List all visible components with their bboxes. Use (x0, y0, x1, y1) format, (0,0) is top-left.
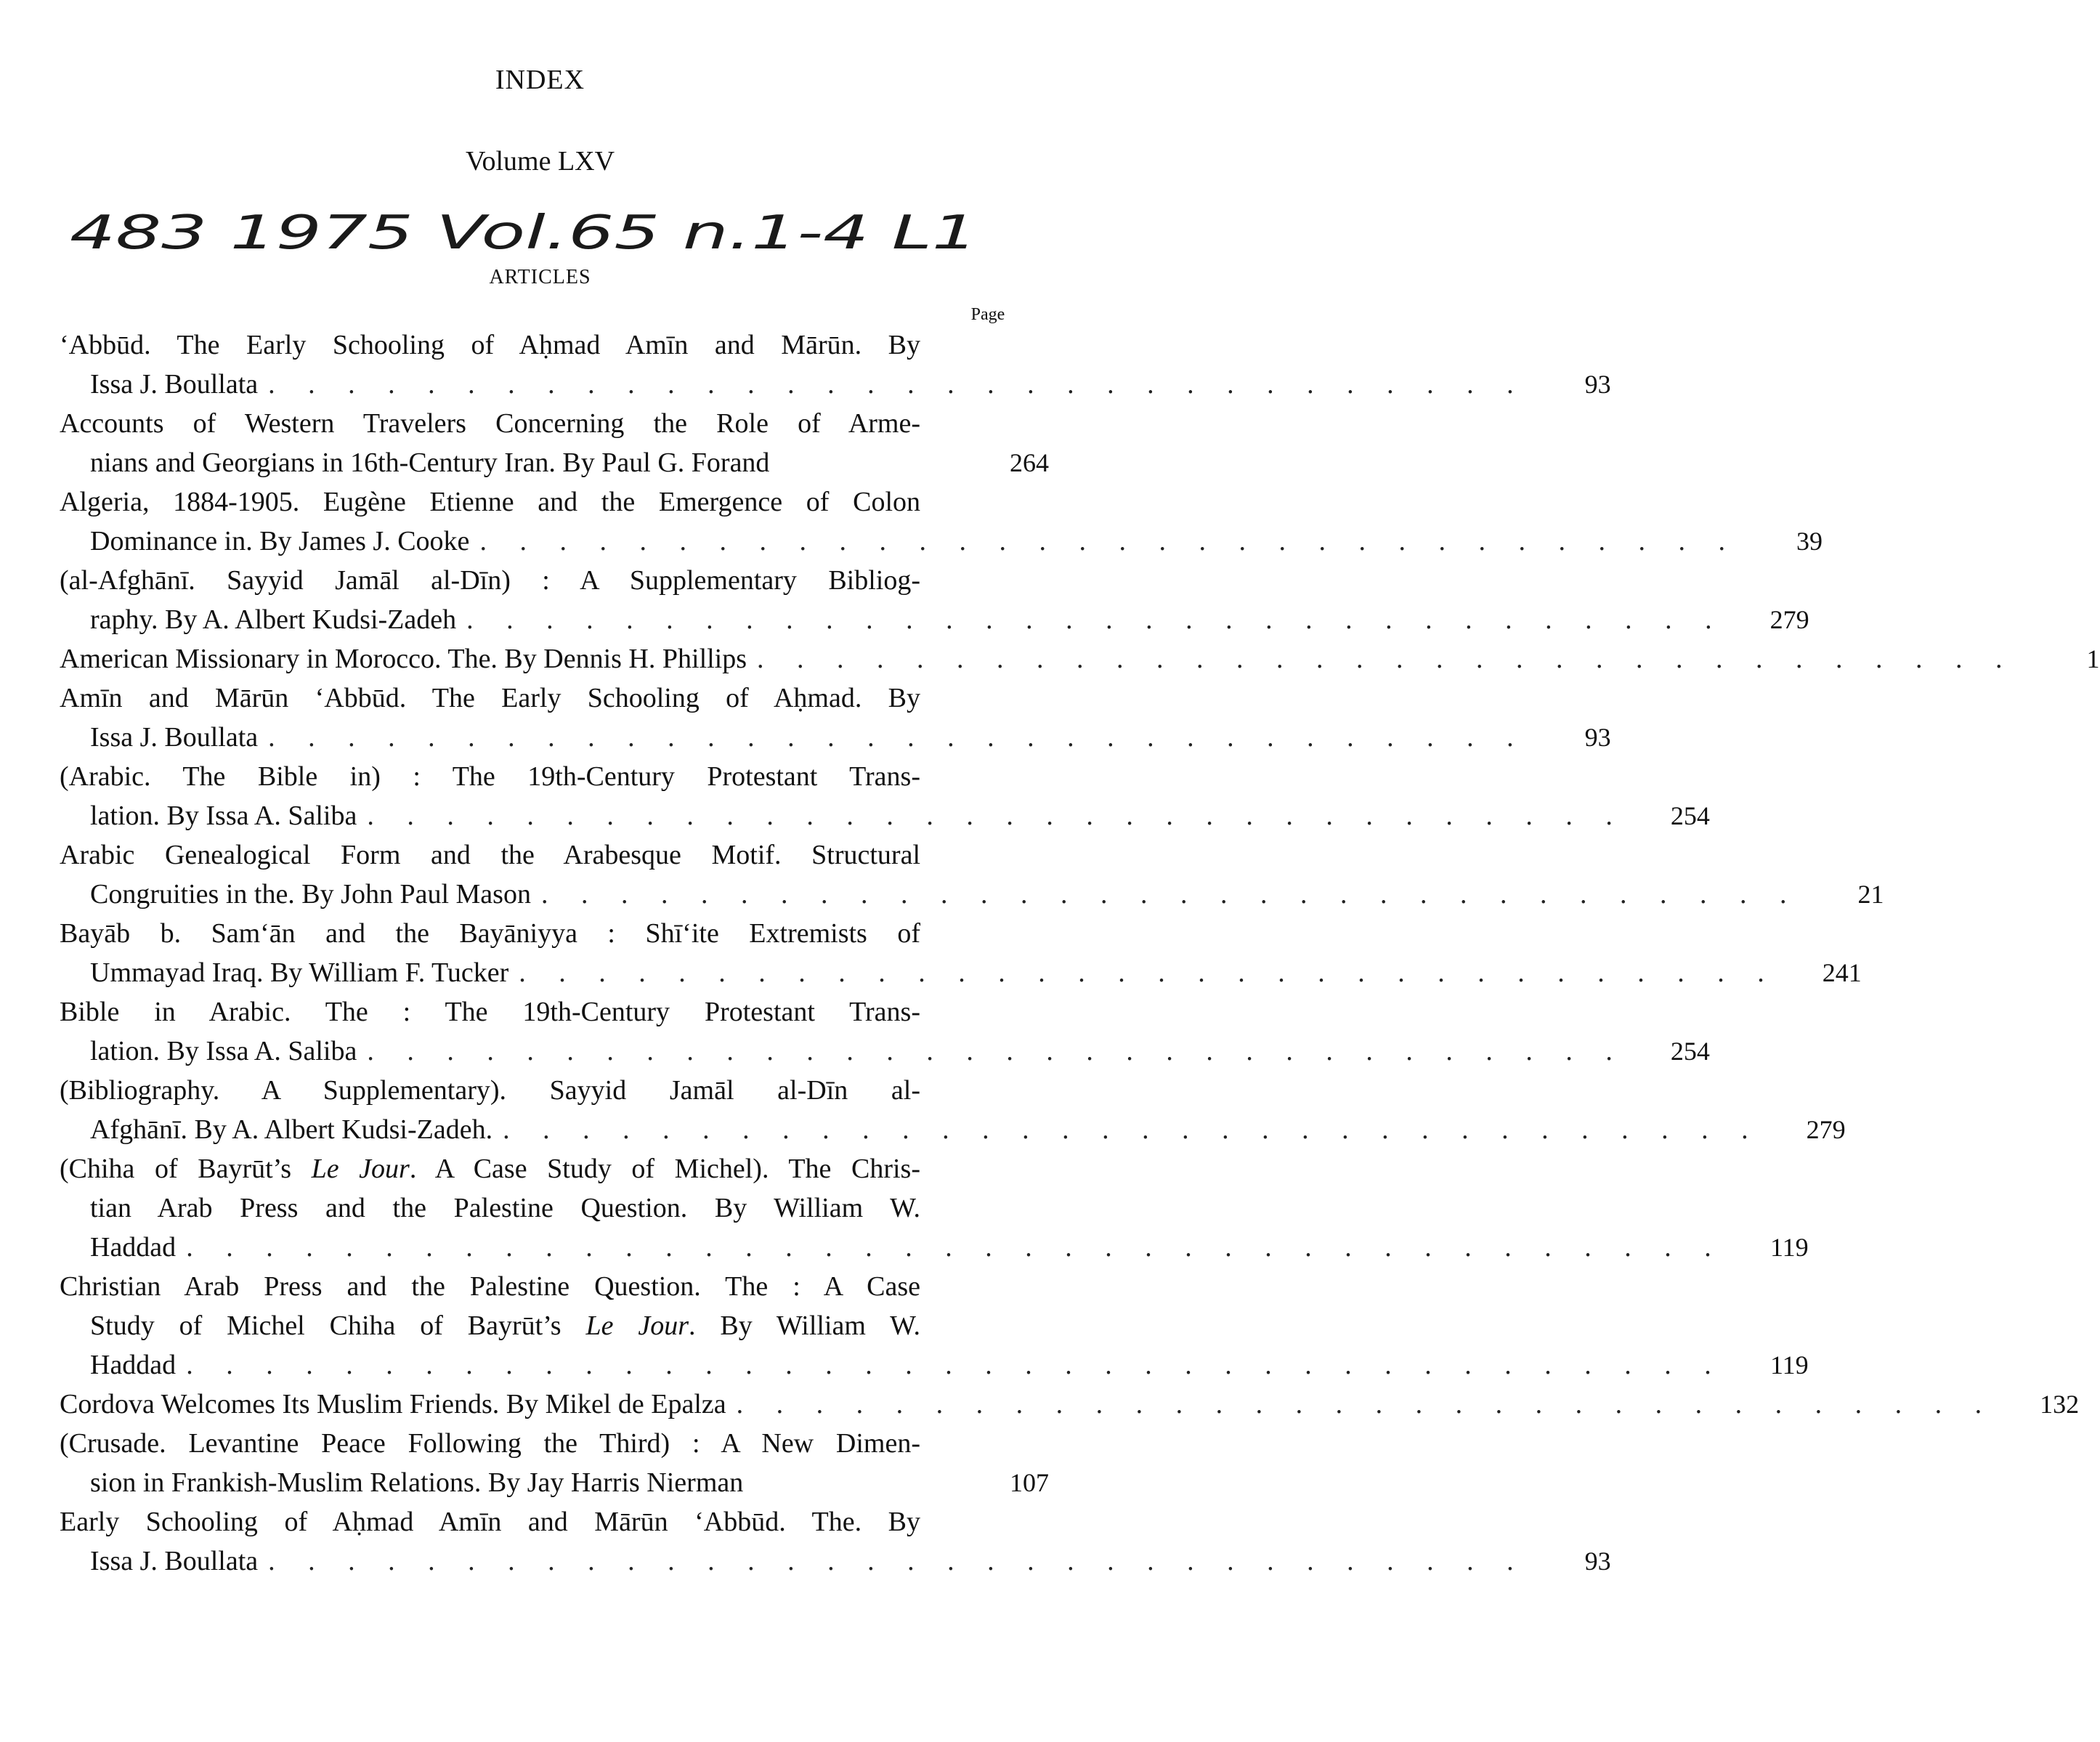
entry-text-segment: . By William W. (689, 1310, 920, 1341)
leader-dots: . . . . . . . . . . . . . . . . . . . . . . . . . . . . . . . . (367, 801, 1626, 831)
entry-line: Early Schooling of Aḥmad Amīn and Mārūn ‘Abbūd. The. By (60, 1507, 920, 1537)
page-number: 119 (1770, 1233, 1809, 1262)
entry-last-line (60, 1345, 1809, 1385)
entry-last-line (60, 639, 2100, 678)
volume-title: Volume LXV (465, 146, 615, 177)
leader-dots: . . . . . . . . . . . . . . . . . . . . . . . . . . . . . . . . (540, 879, 1800, 910)
journal-title: Le Jour (585, 1310, 689, 1341)
entry-last-line (60, 718, 1611, 757)
entry-text: Afghānī. By A. Albert Kudsi-Zadeh. (90, 1114, 493, 1145)
index-entry (60, 325, 1611, 404)
leader-dots: . . . . . . . . . . . . . . . . . . . . . . . . . . . . . . . . . . . . . . . (186, 1232, 1724, 1263)
entry-text: Issa J. Boullata (90, 369, 259, 400)
page-number: 93 (1584, 723, 1611, 752)
entry-text: raphy. By A. Albert Kudsi-Zadeh (90, 604, 457, 635)
entry-last-line (60, 600, 1809, 639)
entry-text: Ummayad Iraq. By William F. Tucker (90, 957, 509, 988)
index-entry (60, 639, 2100, 678)
entry-text: Issa J. Boullata (90, 1546, 259, 1576)
index-entry (60, 1385, 2080, 1424)
leader-dots: . . . . . . . . . . . . . . . . . . . . . . . . . . . . . . . . . . . . . . . (186, 1350, 1724, 1380)
entry-text-segment: (Chiha of Bayrūt’s (60, 1154, 312, 1184)
index-entry (60, 1502, 1611, 1581)
handwritten-text: 483 1975 Vol.65 n.1-4 L1 (70, 206, 978, 260)
entry-last-line (60, 1228, 1809, 1267)
leader-dots: . . . . . . . . . . . . . . . . . . . . . . . . . . . . . . . . (268, 369, 1527, 400)
entry-line: Christian Arab Press and the Palestine Question. The : A Case (60, 1271, 920, 1302)
entry-text: Haddad (90, 1350, 177, 1380)
leader-dots: . . . . . . . . . . . . . . . . . . . . . . . . . . . . . . . . (736, 1389, 1995, 1419)
entry-line: Bible in Arabic. The : The 19th-Century Protestant Trans- (60, 997, 920, 1027)
index-entry (60, 404, 1049, 482)
leader-dots: . . . . . . . . . . . . . . . . . . . . . . . . . . . . . . . . (466, 604, 1725, 635)
entry-line (60, 1149, 920, 1188)
page-number: 1 (2086, 644, 2100, 673)
page-number: 39 (1796, 527, 1823, 556)
page-number: 132 (2040, 1390, 2080, 1419)
entry-last-line (60, 522, 1823, 561)
page-number: 279 (1769, 605, 1809, 634)
entry-line: Bayāb b. Sam‘ān and the Bayāniyya : Shī‘ite Extremists of (60, 918, 920, 949)
leader-dots: . . . . . . . . . . . . . . . . . . . . . . . . . . . . . . . . (367, 1036, 1626, 1066)
leader-dots: . . . . . . . . . . . . . . . . . . . . . . . . . . . . . . . . (479, 526, 1738, 556)
page-number: 93 (1584, 1547, 1611, 1576)
entry-line: Arabic Genealogical Form and the Arabesque Motif. Structural (60, 840, 920, 870)
entry-text: Dominance in. By James J. Cooke (90, 526, 470, 556)
entry-line: Amīn and Mārūn ‘Abbūd. The Early Schooling of Aḥmad. By (60, 683, 920, 713)
entry-last-line (60, 1110, 1846, 1149)
entry-last-line (60, 365, 1611, 404)
page-number: 107 (1010, 1468, 1049, 1497)
page-number: 254 (1670, 1037, 1710, 1066)
page-number: 119 (1770, 1350, 1809, 1380)
entry-line: (al-Afghānī. Sayyid Jamāl al-Dīn) : A Supplementary Bibliog- (60, 565, 920, 596)
page-number: 21 (1857, 880, 1884, 909)
entry-line: (Crusade. Levantine Peace Following the Third) : A New Dimen- (60, 1428, 920, 1459)
leader-dots: . . . . . . . . . . . . . . . . . . . . . . . . . . . . . . . . (268, 722, 1527, 753)
index-entry (60, 835, 1884, 914)
entry-text-segment: Study of Michel Chiha of Bayrūt’s (90, 1310, 586, 1341)
journal-title: Le Jour (311, 1154, 410, 1184)
entry-last-line (60, 1385, 2080, 1424)
page-number: 254 (1670, 801, 1710, 830)
entry-last-line (60, 443, 1049, 482)
leader-dots: . . . . . . . . . . . . . . . . . . . . . . . . . . . . . . . . (268, 1546, 1527, 1576)
entry-text: nians and Georgians in 16th-Century Iran. By Paul G. Forand (90, 447, 770, 478)
entry-last-line (60, 1463, 1049, 1502)
entry-text-segment: . A Case Study of Michel). The Chris- (409, 1154, 920, 1184)
entry-line: (Bibliography. A Supplementary). Sayyid Jamāl al-Dīn al- (60, 1075, 920, 1106)
index-entry (60, 561, 1809, 639)
entry-line: tian Arab Press and the Palestine Question. By William W. (90, 1193, 920, 1223)
page-number: 279 (1806, 1115, 1846, 1144)
page-column-label: Page (970, 305, 1005, 324)
leader-dots: . . . . . . . . . . . . . . . . . . . . . . . . . . . . . . . . (519, 957, 1777, 988)
entry-line: Algeria, 1884-1905. Eugène Etienne and the Emergence of Colon (60, 487, 920, 517)
entry-text: Cordova Welcomes Its Muslim Friends. By Mikel de Epalza (60, 1389, 726, 1419)
entry-last-line (60, 953, 1862, 992)
index-entry (60, 678, 1611, 757)
page-number: 93 (1584, 370, 1611, 399)
entry-line (60, 1306, 920, 1345)
entry-line: ‘Abbūd. The Early Schooling of Aḥmad Amīn and Mārūn. By (60, 330, 920, 360)
index-entry (60, 1267, 1809, 1385)
entry-line: Accounts of Western Travelers Concerning the Role of Arme- (60, 408, 920, 439)
leader-dots: . . . . . . . . . . . . . . . . . . . . . . . . . . . . . . . . (503, 1114, 1762, 1145)
entry-text: Congruities in the. By John Paul Mason (90, 879, 531, 910)
entry-text: Haddad (90, 1232, 177, 1263)
index-entry (60, 1424, 1049, 1502)
entry-last-line (60, 1032, 1710, 1071)
entry-text: lation. By Issa A. Saliba (90, 801, 357, 831)
index-entry (60, 914, 1862, 992)
page-title: INDEX (495, 65, 585, 95)
page-number: 264 (1010, 448, 1049, 477)
index-entries (60, 325, 2100, 1581)
index-entry (60, 992, 1710, 1071)
section-heading: ARTICLES (489, 266, 591, 288)
entry-text: American Missionary in Morocco. The. By Dennis H. Phillips (60, 644, 747, 674)
handwritten-call-number (70, 198, 978, 263)
entry-text: Issa J. Boullata (90, 722, 259, 753)
index-entry (60, 757, 1710, 835)
leader-dots: . . . . . . . . . . . . . . . . . . . . . . . . . . . . . . . . (757, 644, 2016, 674)
entry-line: (Arabic. The Bible in) : The 19th-Century Protestant Trans- (60, 761, 920, 792)
entry-text: lation. By Issa A. Saliba (90, 1036, 357, 1066)
page-number: 241 (1822, 958, 1862, 987)
index-entry (60, 1149, 1809, 1267)
entry-last-line (60, 796, 1710, 835)
entry-text: sion in Frankish-Muslim Relations. By Jay Harris Nierman (90, 1467, 744, 1498)
entry-last-line (60, 1542, 1611, 1581)
index-entry (60, 482, 1823, 561)
index-entry (60, 1071, 1846, 1149)
entry-last-line (60, 875, 1884, 914)
